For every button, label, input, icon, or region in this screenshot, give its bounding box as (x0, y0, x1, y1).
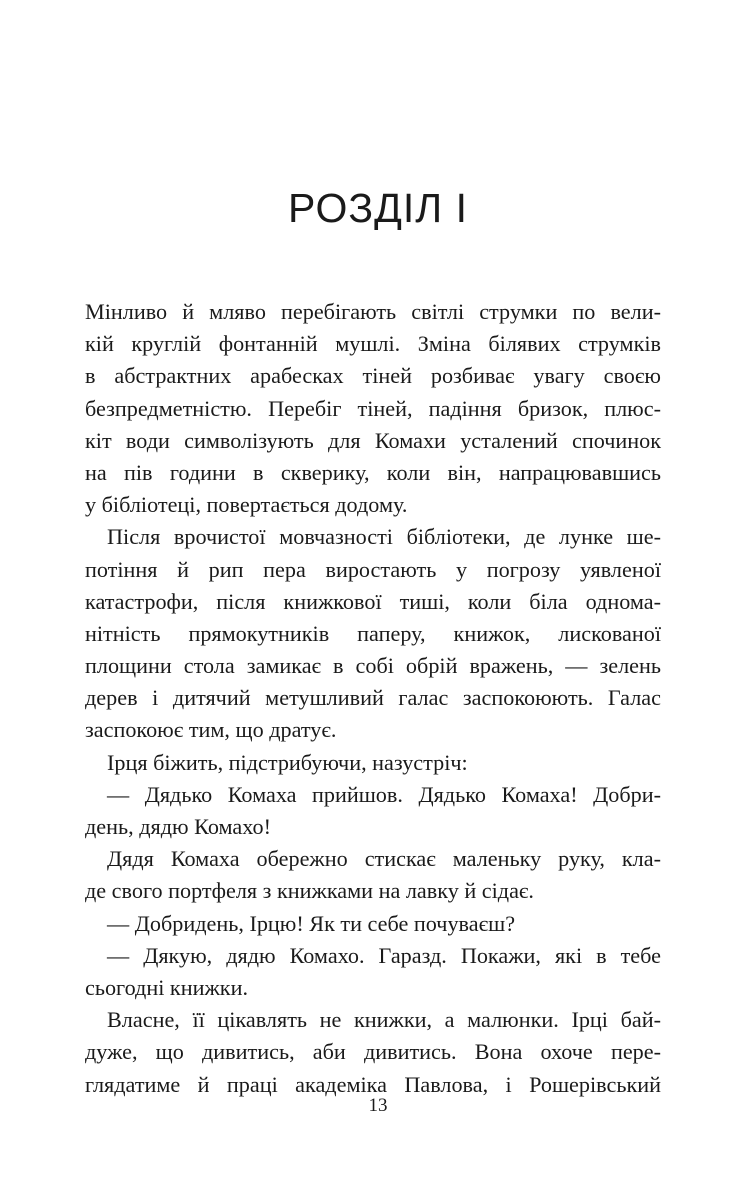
text-line: нітність прямокутників паперу, книжок, лискованої (85, 620, 661, 646)
text-line: дуже, що дивитись, аби дивитись. Вона охоче пере- (85, 1039, 661, 1065)
text-line: заспокоює тим, що дратує. (85, 717, 337, 743)
text-line: кіт води символізують для Комахи усталений спочинок (85, 427, 661, 453)
text-line: глядатиме й праці академіка Павлова, і Рошерівський (85, 1071, 661, 1097)
text-line: — Дякую, дядю Комахо. Гаразд. Покажи, які в тебе (107, 942, 661, 968)
text-line: на пів години в скверику, коли він, напрацювавшись (85, 459, 661, 485)
text-line: Мінливо й мляво перебігають світлі струмки по вели- (85, 299, 661, 324)
text-line: де свого портфеля з книжками на лавку й сідає. (85, 878, 534, 904)
text-line: в абстрактних арабесках тіней розбиває увагу своєю (85, 363, 661, 389)
text-line: Власне, її цікавлять не книжки, а малюнки. Ірці бай- (107, 1007, 661, 1033)
text-line: Дядя Комаха обережно стискає маленьку руку, кла- (107, 846, 661, 872)
text-line: площини стола замикає в собі обрій вражень, — зелень (85, 653, 661, 679)
text-line: кій круглій фонтанній мушлі. Зміна білявих струмків (85, 331, 661, 357)
chapter-title: РОЗДІЛ І (288, 185, 468, 231)
body-text (85, 296, 661, 1101)
text-line: потіння й рип пера виростають у погрозу уявленої (85, 556, 661, 582)
text-line: дерев і дитячий метушливий галас заспокоюють. Галас (85, 685, 661, 711)
text-line: Ірця біжить, підстрибуючи, назустріч: (107, 749, 468, 775)
page-number: 13 (368, 1095, 388, 1116)
text-line: сьогодні книжки. (85, 974, 248, 1000)
text-line: у бібліотеці, повертається додому. (85, 492, 408, 518)
text-line: катастрофи, після книжкової тиші, коли біла однома- (85, 588, 661, 614)
text-line: Після врочистої мовчазності бібліотеки, де лунке ше- (107, 524, 661, 550)
text-line: день, дядю Комахо! (85, 814, 271, 839)
text-line: — Добридень, Ірцю! Як ти себе почуваєш? (107, 910, 516, 936)
text-line: безпредметністю. Перебіг тіней, падіння бризок, плюс- (85, 395, 661, 421)
text-line: — Дядько Комаха прийшов. Дядько Комаха! Добри- (107, 781, 661, 807)
